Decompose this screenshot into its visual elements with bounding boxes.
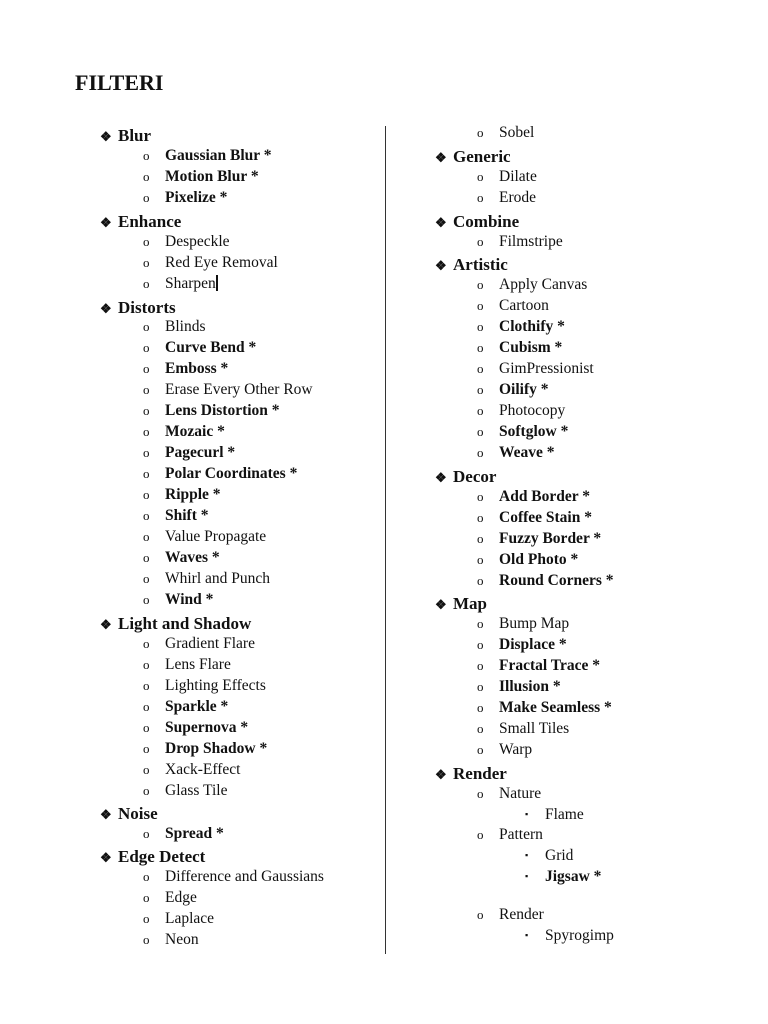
circle-bullet-icon: o	[477, 445, 484, 460]
item-label: Polar Coordinates *	[165, 465, 298, 482]
item-dilate	[477, 168, 537, 186]
item-polar-coordinates	[143, 465, 297, 483]
item-make-seamless	[477, 699, 612, 717]
diamond-bullet-icon: ❖	[435, 470, 447, 485]
item-label: Warp	[499, 741, 533, 758]
item-pixelize	[143, 189, 227, 207]
item-lens-flare	[143, 656, 231, 674]
subitem-grid	[525, 847, 573, 865]
item-label: Small Tiles	[499, 720, 570, 737]
diamond-bullet-icon: ❖	[100, 807, 112, 822]
item-blinds	[143, 318, 205, 336]
item-label: Edge	[165, 889, 197, 906]
item-oilify	[477, 381, 549, 399]
circle-bullet-icon: o	[143, 190, 150, 205]
item-label: Displace *	[499, 636, 567, 653]
item-label: Sharpen	[165, 275, 216, 292]
item-lighting-effects	[143, 677, 266, 695]
item-erode	[477, 189, 536, 207]
diamond-bullet-icon: ❖	[435, 597, 447, 612]
category-label: Decor	[453, 467, 497, 486]
item-label: Blinds	[165, 318, 206, 335]
item-wind	[143, 591, 213, 609]
item-label: Jigsaw *	[545, 868, 602, 885]
circle-bullet-icon: o	[143, 932, 150, 947]
item-label: Pixelize *	[165, 189, 228, 206]
circle-bullet-icon: o	[143, 571, 150, 586]
item-sobel	[477, 124, 534, 142]
category-enhance	[100, 212, 181, 232]
circle-bullet-icon: o	[143, 276, 150, 291]
circle-bullet-icon: o	[143, 592, 150, 607]
item-label: Gaussian Blur *	[165, 147, 272, 164]
circle-bullet-icon: o	[143, 466, 150, 481]
item-apply-canvas	[477, 276, 587, 294]
circle-bullet-icon: o	[143, 636, 150, 651]
diamond-bullet-icon: ❖	[435, 258, 447, 273]
item-label: Oilify *	[499, 381, 549, 398]
item-label: Add Border *	[499, 488, 591, 505]
circle-bullet-icon: o	[477, 510, 484, 525]
item-label: Supernova *	[165, 719, 249, 736]
circle-bullet-icon: o	[143, 487, 150, 502]
item-label: Bump Map	[499, 615, 570, 632]
item-label: Neon	[165, 931, 199, 948]
item-label: Curve Bend *	[165, 339, 257, 356]
item-cubism	[477, 339, 562, 357]
item-label: Lens Distortion *	[165, 402, 280, 419]
item-label: Fractal Trace *	[499, 657, 600, 674]
item-label: Difference and Gaussians	[165, 868, 324, 885]
item-label: Flame	[545, 806, 584, 823]
item-label: Render	[499, 906, 544, 923]
circle-bullet-icon: o	[143, 382, 150, 397]
item-label: Red Eye Removal	[165, 254, 278, 271]
item-label: Nature	[499, 785, 542, 802]
item-label: Spyrogimp	[545, 927, 614, 944]
circle-bullet-icon: o	[477, 125, 484, 140]
category-blur	[100, 126, 151, 146]
item-label: Despeckle	[165, 233, 230, 250]
circle-bullet-icon: o	[477, 531, 484, 546]
circle-bullet-icon: o	[143, 424, 150, 439]
circle-bullet-icon: o	[477, 786, 484, 801]
square-bullet-icon: ▪	[525, 871, 529, 881]
circle-bullet-icon: o	[143, 783, 150, 798]
circle-bullet-icon: o	[477, 827, 484, 842]
item-sparkle	[143, 698, 228, 716]
circle-bullet-icon: o	[143, 741, 150, 756]
item-label: Pattern	[499, 826, 543, 843]
item-label: Dilate	[499, 168, 537, 185]
circle-bullet-icon: o	[143, 319, 150, 334]
item-label: Sobel	[499, 124, 535, 141]
circle-bullet-icon: o	[477, 573, 484, 588]
diamond-bullet-icon: ❖	[435, 767, 447, 782]
item-gimpressionist	[477, 360, 594, 378]
item-illusion	[477, 678, 561, 696]
circle-bullet-icon: o	[143, 148, 150, 163]
item-label: Illusion *	[499, 678, 561, 695]
category-combine	[435, 212, 519, 232]
category-label: Map	[453, 594, 487, 613]
item-label: Coffee Stain *	[499, 509, 592, 526]
category-map	[435, 594, 487, 614]
circle-bullet-icon: o	[477, 742, 484, 757]
item-small-tiles	[477, 720, 569, 738]
item-label: GimPressionist	[499, 360, 594, 377]
circle-bullet-icon: o	[143, 508, 150, 523]
item-label: Laplace	[165, 910, 215, 927]
subitem-spyrogimp	[525, 927, 614, 945]
item-label: Ripple *	[165, 486, 221, 503]
category-label: Combine	[453, 212, 520, 231]
item-erase-every-other-row	[143, 381, 313, 399]
diamond-bullet-icon: ❖	[100, 301, 112, 316]
item-label: Whirl and Punch	[165, 570, 271, 587]
item-motion-blur	[143, 168, 259, 186]
category-label: Enhance	[118, 212, 182, 231]
category-light-and-shadow	[100, 614, 251, 634]
square-bullet-icon: ▪	[525, 930, 529, 940]
category-label: Artistic	[453, 255, 508, 274]
circle-bullet-icon: o	[477, 552, 484, 567]
circle-bullet-icon: o	[143, 678, 150, 693]
item-curve-bend	[143, 339, 256, 357]
item-label: Sparkle *	[165, 698, 229, 715]
category-label: Light and Shadow	[118, 614, 252, 633]
circle-bullet-icon: o	[143, 720, 150, 735]
circle-bullet-icon: o	[143, 826, 150, 841]
item-label: Round Corners *	[499, 572, 614, 589]
item-label: Softglow *	[499, 423, 569, 440]
circle-bullet-icon: o	[143, 255, 150, 270]
item-label: Waves *	[165, 549, 220, 566]
category-edge-detect	[100, 847, 205, 867]
item-label: Wind *	[165, 591, 214, 608]
item-label: Grid	[545, 847, 574, 864]
column-divider	[385, 126, 386, 954]
category-decor	[435, 467, 496, 487]
circle-bullet-icon: o	[143, 550, 150, 565]
category-label: Noise	[118, 804, 158, 823]
item-label: Glass Tile	[165, 782, 228, 799]
circle-bullet-icon: o	[143, 762, 150, 777]
item-drop-shadow	[143, 740, 267, 758]
category-render	[435, 764, 507, 784]
item-label: Cartoon	[499, 297, 549, 314]
circle-bullet-icon: o	[143, 340, 150, 355]
square-bullet-icon: ▪	[525, 809, 529, 819]
circle-bullet-icon: o	[477, 382, 484, 397]
circle-bullet-icon: o	[143, 445, 150, 460]
circle-bullet-icon: o	[143, 169, 150, 184]
circle-bullet-icon: o	[477, 403, 484, 418]
circle-bullet-icon: o	[477, 616, 484, 631]
circle-bullet-icon: o	[143, 361, 150, 376]
item-label: Erode	[499, 189, 537, 206]
item-label: Weave *	[499, 444, 555, 461]
item-label: Gradient Flare	[165, 635, 255, 652]
item-label: Mozaic *	[165, 423, 225, 440]
item-label: Motion Blur *	[165, 168, 259, 185]
item-gaussian-blur	[143, 147, 272, 165]
item-label: Xack-Effect	[165, 761, 241, 778]
item-laplace	[143, 910, 214, 928]
item-label: Drop Shadow *	[165, 740, 268, 757]
item-label: Old Photo *	[499, 551, 579, 568]
circle-bullet-icon: o	[477, 679, 484, 694]
diamond-bullet-icon: ❖	[435, 150, 447, 165]
item-softglow	[477, 423, 568, 441]
item-old-photo	[477, 551, 578, 569]
circle-bullet-icon: o	[143, 529, 150, 544]
item-neon	[143, 931, 199, 949]
item-spread	[143, 825, 224, 843]
diamond-bullet-icon: ❖	[435, 215, 447, 230]
item-photocopy	[477, 402, 565, 420]
item-glass-tile	[143, 782, 227, 800]
item-label: Fuzzy Border *	[499, 530, 602, 547]
item-label: Emboss *	[165, 360, 229, 377]
item-nature	[477, 785, 541, 803]
circle-bullet-icon: o	[143, 890, 150, 905]
subitem-jigsaw	[525, 868, 601, 886]
item-label: Clothify *	[499, 318, 565, 335]
item-fractal-trace	[477, 657, 600, 675]
item-label: Lighting Effects	[165, 677, 266, 694]
item-shift	[143, 507, 209, 525]
circle-bullet-icon: o	[477, 340, 484, 355]
item-waves	[143, 549, 220, 567]
circle-bullet-icon: o	[143, 699, 150, 714]
circle-bullet-icon: o	[143, 911, 150, 926]
item-fuzzy-border	[477, 530, 601, 548]
category-label: Edge Detect	[118, 847, 206, 866]
circle-bullet-icon: o	[143, 657, 150, 672]
category-label: Distorts	[118, 298, 176, 317]
item-label: Make Seamless *	[499, 699, 612, 716]
item-difference-and-gaussians	[143, 868, 324, 886]
item-pagecurl	[143, 444, 235, 462]
category-label: Render	[453, 764, 507, 783]
item-mozaic	[143, 423, 225, 441]
circle-bullet-icon: o	[477, 190, 484, 205]
circle-bullet-icon: o	[477, 277, 484, 292]
circle-bullet-icon: o	[477, 234, 484, 249]
circle-bullet-icon: o	[143, 403, 150, 418]
item-sharpen	[143, 275, 218, 293]
item-whirl-and-punch	[143, 570, 270, 588]
item-label: Filmstripe	[499, 233, 563, 250]
item-cartoon	[477, 297, 549, 315]
item-clothify	[477, 318, 565, 336]
circle-bullet-icon: o	[477, 298, 484, 313]
circle-bullet-icon: o	[477, 658, 484, 673]
category-label: Blur	[118, 126, 152, 145]
circle-bullet-icon: o	[477, 319, 484, 334]
circle-bullet-icon: o	[143, 234, 150, 249]
diamond-bullet-icon: ❖	[100, 215, 112, 230]
category-noise	[100, 804, 158, 824]
item-emboss	[143, 360, 228, 378]
item-despeckle	[143, 233, 230, 251]
item-label: Pagecurl *	[165, 444, 236, 461]
circle-bullet-icon: o	[477, 489, 484, 504]
circle-bullet-icon: o	[143, 869, 150, 884]
item-value-propagate	[143, 528, 266, 546]
diamond-bullet-icon: ❖	[100, 129, 112, 144]
circle-bullet-icon: o	[477, 169, 484, 184]
diamond-bullet-icon: ❖	[100, 617, 112, 632]
item-weave	[477, 444, 555, 462]
diamond-bullet-icon: ❖	[100, 850, 112, 865]
item-ripple	[143, 486, 221, 504]
circle-bullet-icon: o	[477, 721, 484, 736]
item-label: Apply Canvas	[499, 276, 588, 293]
item-label: Cubism *	[499, 339, 563, 356]
item-label: Erase Every Other Row	[165, 381, 313, 398]
item-edge	[143, 889, 197, 907]
item-coffee-stain	[477, 509, 592, 527]
item-red-eye-removal	[143, 254, 278, 272]
item-bump-map	[477, 615, 569, 633]
circle-bullet-icon: o	[477, 637, 484, 652]
item-xack-effect	[143, 761, 240, 779]
item-warp	[477, 741, 532, 759]
item-add-border	[477, 488, 590, 506]
category-artistic	[435, 255, 508, 275]
circle-bullet-icon: o	[477, 361, 484, 376]
item-label: Photocopy	[499, 402, 566, 419]
item-pattern	[477, 826, 543, 844]
subitem-flame	[525, 806, 584, 824]
category-generic	[435, 147, 511, 167]
item-round-corners	[477, 572, 614, 590]
item-label: Shift *	[165, 507, 209, 524]
item-gradient-flare	[143, 635, 255, 653]
item-label: Value Propagate	[165, 528, 267, 545]
item-supernova	[143, 719, 248, 737]
category-label: Generic	[453, 147, 511, 166]
page-title: FILTERI	[75, 70, 164, 95]
square-bullet-icon: ▪	[525, 850, 529, 860]
item-displace	[477, 636, 567, 654]
item-label: Spread *	[165, 825, 224, 842]
circle-bullet-icon: o	[477, 907, 484, 922]
category-distorts	[100, 298, 176, 318]
circle-bullet-icon: o	[477, 700, 484, 715]
item-lens-distortion	[143, 402, 280, 420]
item-filmstripe	[477, 233, 563, 251]
text-cursor	[216, 275, 218, 291]
circle-bullet-icon: o	[477, 424, 484, 439]
item-render	[477, 906, 544, 924]
item-label: Lens Flare	[165, 656, 231, 673]
